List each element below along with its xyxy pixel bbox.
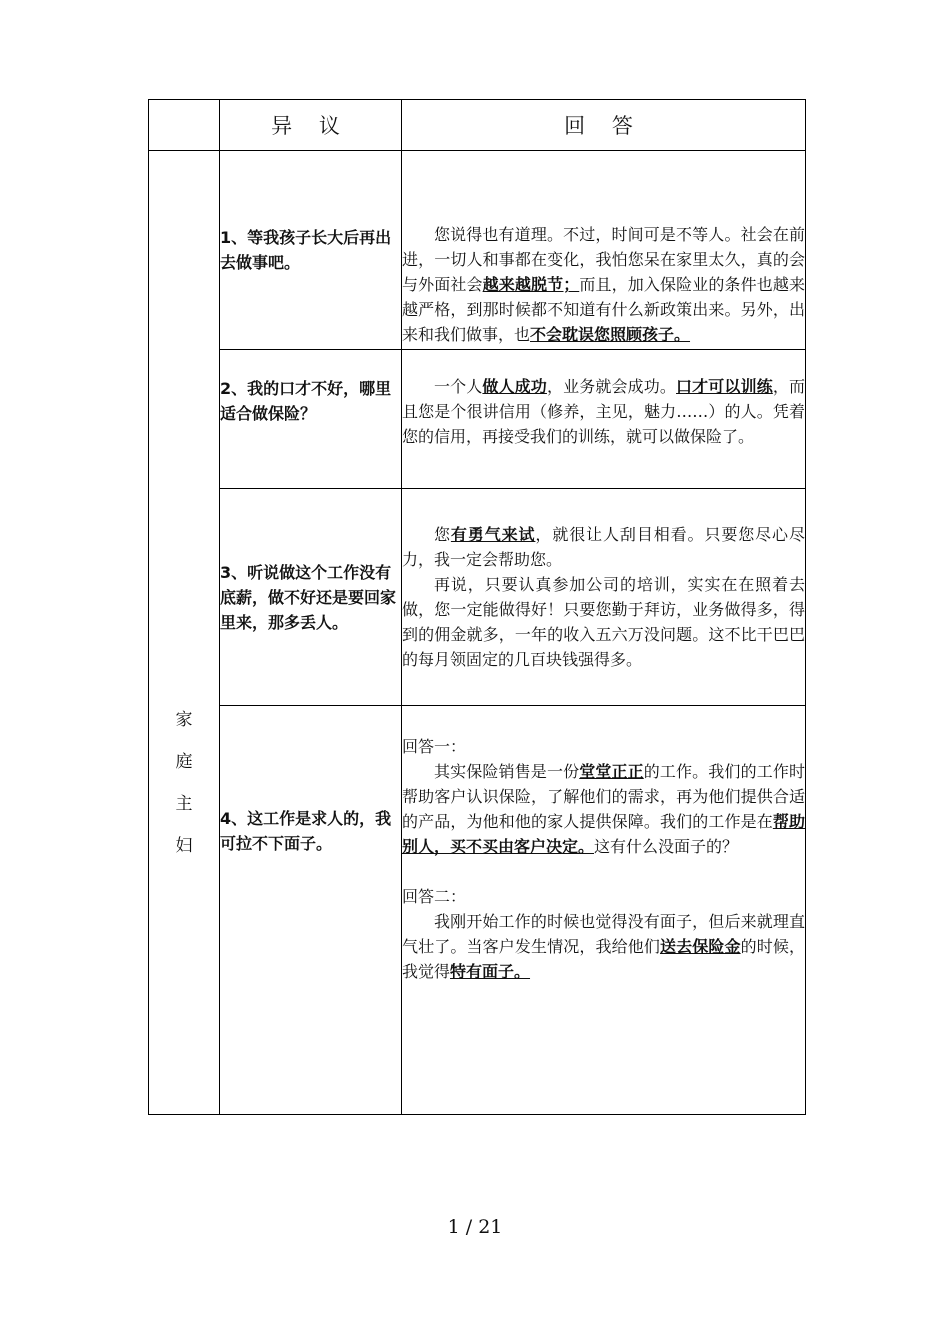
answer-cell — [402, 489, 806, 706]
table-row — [149, 350, 806, 489]
answer-text: 而且，加入保险业的条件也越来越严格，到那时候都不知道有什么新政策出来。另外，出来和我们做事，也 — [402, 275, 805, 344]
answer-text: ，就很让人刮目相看。只要您尽心尽力，我一定会帮助您。 — [402, 525, 805, 569]
page-number: 1 / 21 — [447, 1216, 503, 1238]
answer-text: 这有什么没面子的？ — [594, 837, 739, 856]
answer-paragraph: 再说，只要认真参加公司的培训，实实在在照着去做，您一定能做得好！只要您勤于拜访，业务做得多，得到的佣金就多，一年的收入五六万没问题。这不比干巴巴的每月领固定的几百块钱强得多。 — [402, 575, 805, 669]
answer-emphasis: 越来越脱节； — [482, 275, 580, 294]
answer-text: 其实保险销售是一份 — [434, 762, 580, 781]
answer-emphasis: 做人成功 — [482, 377, 547, 396]
answer-cell — [402, 350, 806, 489]
answer-text: ，而且您是个很讲信用（修养，主见，魅力……）的人。凭着您的信用，再接受我们的训练，就可以做保险了。 — [402, 377, 805, 446]
objection-cell: 1、等我孩子长大后再出去做事吧。 — [220, 151, 402, 350]
table-row — [149, 151, 806, 350]
answer-paragraph — [402, 759, 805, 859]
objection-cell: 2、我的口才不好，哪里适合做保险？ — [220, 350, 402, 489]
header-objection: 异 议 — [220, 100, 402, 151]
answer-paragraph — [402, 909, 805, 984]
table-row — [149, 706, 806, 1115]
answer-text: 一个人 — [434, 377, 483, 396]
header-answer: 回 答 — [402, 100, 806, 151]
answer-emphasis: 不会耽误您照顾孩子。 — [530, 325, 691, 344]
answer-emphasis: 帮助别人，买不买由客户决定。 — [402, 812, 805, 856]
answer-paragraph — [402, 222, 805, 347]
objection-cell: 3、听说做这个工作没有底薪，做不好还是要回家里来，那多丢人。 — [220, 489, 402, 706]
answer-emphasis: 口才可以训练 — [676, 377, 773, 396]
answer-paragraph — [402, 374, 805, 449]
header-blank-cell — [149, 100, 220, 151]
group-cell — [149, 151, 220, 1115]
answer-text: 我刚开始工作的时候也觉得没有面子，但后来就理直气壮了。当客户发生情况，我给他们 — [402, 912, 805, 956]
answer-emphasis: 送去保险金 — [659, 937, 741, 956]
answer-emphasis: 堂堂正正 — [579, 762, 644, 781]
answer-label: 回答二： — [402, 887, 467, 906]
table-row — [149, 489, 806, 706]
answer-cell — [402, 151, 806, 350]
answer-paragraph — [402, 522, 805, 572]
answer-emphasis: 特有面子。 — [450, 962, 531, 981]
answer-cell — [402, 706, 806, 1115]
answer-text: 的时候，我觉得 — [402, 937, 805, 981]
answer-emphasis: 有勇气来试 — [450, 525, 536, 544]
answer-text: ，业务就会成功。 — [546, 377, 677, 396]
group-label: 家庭主妇 — [175, 709, 193, 856]
answer-text: 您 — [434, 525, 451, 544]
answer-text: 您说得也有道理。不过，时间可是不等人。社会在前进，一切人和事都在变化，我怕您呆在家里太久，真的会与外面社会 — [402, 225, 805, 294]
objection-handling-table — [148, 99, 806, 1115]
paragraph-gap — [402, 859, 805, 884]
answer-text: 的工作。我们的工作时帮助客户认识保险，了解他们的需求，再为他们提供合适的产品，为他和他的家人提供保障。我们的工作是在 — [402, 762, 805, 831]
answer-label: 回答一： — [402, 737, 467, 756]
table-header-row — [149, 100, 806, 151]
objection-cell: 4、这工作是求人的，我可拉不下面子。 — [220, 706, 402, 1115]
